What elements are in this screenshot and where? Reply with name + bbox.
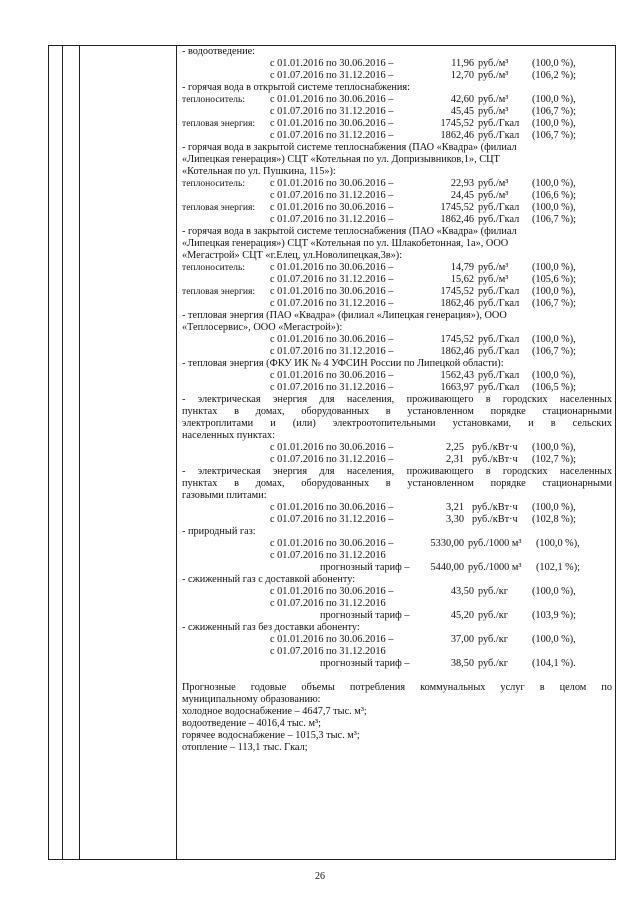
consumer-category-label: теплоноситель: (182, 178, 246, 189)
period-label: с 01.01.2016 по 30.06.2016 – (270, 502, 394, 513)
tariff-row (182, 70, 612, 82)
tariff-row (182, 94, 612, 106)
tariff-value: 2,25 (445, 442, 464, 453)
tariff-value: 42,60 (450, 94, 474, 105)
consumer-category-label: теплоноситель: (182, 94, 246, 105)
tariff-unit: руб./Гкал (478, 334, 520, 345)
text-line: «Теплосервис», ООО «Мегастрой»): (182, 322, 343, 333)
tariff-value: 1862,46 (440, 298, 474, 309)
text-line: - природный газ: (182, 526, 256, 537)
tariff-unit: руб./м³ (478, 70, 509, 81)
text-line: водоотведение – 4016,4 тыс. м³; (182, 718, 321, 729)
growth-percent: (100,0 %), (532, 334, 576, 345)
period-label: с 01.07.2016 по 31.12.2016 (270, 598, 386, 609)
text-line: горячее водоснабжение – 1015,3 тыс. м³; (182, 730, 360, 741)
period-label: с 01.01.2016 по 30.06.2016 – (270, 538, 394, 549)
forecast-label: прогнозный тариф – (320, 562, 410, 573)
tariff-unit: руб./кВт·ч (472, 502, 518, 513)
tariff-unit: руб./Гкал (478, 298, 520, 309)
forecast-label: прогнозный тариф – (320, 658, 410, 669)
text-line: - горячая вода в открытой системе теплоснабжения: (182, 82, 411, 93)
period-label: с 01.01.2016 по 30.06.2016 – (270, 370, 394, 381)
growth-percent: (100,0 %), (532, 442, 576, 453)
tariff-value: 1862,46 (440, 214, 474, 225)
tariff-value: 14,79 (450, 262, 474, 273)
tariff-value: 15,62 (450, 274, 474, 285)
tariff-unit: руб./м³ (478, 262, 509, 273)
tariff-value: 1745,52 (440, 334, 474, 345)
growth-percent: (100,0 %), (532, 586, 576, 597)
period-label: с 01.07.2016 по 31.12.2016 – (270, 214, 394, 225)
tariff-row (182, 190, 612, 202)
consumer-category-label: тепловая энергия: (182, 286, 256, 297)
tariff-row (182, 598, 612, 610)
text-line: «Котельная по ул. Пушкина, 115»): (182, 166, 336, 177)
tariff-unit: руб./м³ (478, 178, 509, 189)
growth-percent: (102,8 %); (532, 514, 577, 525)
growth-percent: (106,5 %); (532, 382, 577, 393)
text-line: Прогнозные годовые объемы потребления коммунальных услуг в целом по (182, 682, 612, 693)
tariff-row (182, 442, 612, 454)
growth-percent: (105,6 %); (532, 274, 577, 285)
tariff-value: 45,20 (450, 610, 474, 621)
tariff-value: 38,50 (450, 658, 474, 669)
period-label: с 01.01.2016 по 30.06.2016 – (270, 586, 394, 597)
text-line: - тепловая энергия (ФКУ ИК № 4 УФСИН России по Липецкой области): (182, 358, 504, 369)
tariff-value: 3,30 (445, 514, 464, 525)
period-label: с 01.01.2016 по 30.06.2016 – (270, 634, 394, 645)
tariff-row (182, 178, 612, 190)
tariff-value: 1745,52 (440, 118, 474, 129)
tariff-unit: руб./1000 м³ (468, 562, 522, 573)
tariff-row (182, 502, 612, 514)
tariff-row (182, 106, 612, 118)
growth-percent: (103,9 %); (532, 610, 577, 621)
tariff-unit: руб./м³ (478, 58, 509, 69)
consumer-category-label: тепловая энергия: (182, 202, 256, 213)
period-label: с 01.07.2016 по 31.12.2016 – (270, 298, 394, 309)
page-number: 26 (315, 871, 325, 882)
period-label: с 01.07.2016 по 31.12.2016 – (270, 106, 394, 117)
period-label: с 01.01.2016 по 30.06.2016 – (270, 202, 394, 213)
text-line: - электрическая энергия для населения, проживающего в городских населенных (182, 466, 612, 477)
tariff-value: 1562,43 (440, 370, 474, 381)
tariff-unit: руб./кВт·ч (472, 442, 518, 453)
period-label: с 01.01.2016 по 30.06.2016 – (270, 58, 394, 69)
period-label: с 01.07.2016 по 31.12.2016 – (270, 514, 394, 525)
growth-percent: (102,7 %); (532, 454, 577, 465)
table-column-divider-3 (176, 46, 177, 859)
tariff-value: 1862,46 (440, 346, 474, 357)
tariff-value: 11,96 (451, 58, 474, 69)
tariff-row (182, 274, 612, 286)
text-line: газовыми плитами: (182, 490, 267, 501)
growth-percent: (106,6 %); (532, 190, 577, 201)
tariff-unit: руб./Гкал (478, 130, 520, 141)
tariff-row (182, 58, 612, 70)
period-label: с 01.07.2016 по 31.12.2016 (270, 550, 386, 561)
period-label: с 01.01.2016 по 30.06.2016 – (270, 118, 394, 129)
growth-percent: (100,0 %), (532, 178, 576, 189)
growth-percent: (100,0 %), (536, 538, 580, 549)
text-line: - водоотведение: (182, 46, 256, 57)
tariff-unit: руб./кВт·ч (472, 454, 518, 465)
text-line: электроплитами и (или) электроотопительными установками, и в сельских (182, 418, 612, 429)
growth-percent: (100,0 %), (532, 502, 576, 513)
tariff-unit: руб./Гкал (478, 202, 520, 213)
text-line: пунктах в домах, оборудованных в установленном порядке стационарными (182, 478, 612, 489)
table-column-divider-2 (79, 46, 80, 859)
period-label: с 01.07.2016 по 31.12.2016 – (270, 190, 394, 201)
growth-percent: (106,7 %); (532, 298, 577, 309)
growth-percent: (100,0 %), (532, 118, 576, 129)
text-line: муниципальному образованию: (182, 694, 321, 705)
tariff-row (182, 346, 612, 358)
tariff-text-column (182, 46, 612, 754)
period-label: с 01.01.2016 по 30.06.2016 – (270, 442, 394, 453)
tariff-unit: руб./м³ (478, 274, 509, 285)
tariff-value: 1745,52 (440, 202, 474, 213)
tariff-row (182, 610, 612, 622)
tariff-row (182, 646, 612, 658)
period-label: с 01.01.2016 по 30.06.2016 – (270, 178, 394, 189)
growth-percent: (100,0 %), (532, 58, 576, 69)
tariff-row (182, 454, 612, 466)
text-line: пунктах в домах, оборудованных в установленном порядке стационарными (182, 406, 612, 417)
text-line: отопление – 113,1 тыс. Гкал; (182, 742, 308, 753)
tariff-row (182, 130, 612, 142)
consumer-category-label: теплоноситель: (182, 262, 246, 273)
text-line: - электрическая энергия для населения, проживающего в городских населенных (182, 394, 612, 405)
period-label: с 01.07.2016 по 31.12.2016 – (270, 382, 394, 393)
tariff-value: 43,50 (450, 586, 474, 597)
growth-percent: (100,0 %), (532, 262, 576, 273)
blank-line (182, 670, 612, 682)
tariff-value: 12,70 (450, 70, 474, 81)
tariff-value: 1862,46 (440, 130, 474, 141)
tariff-row (182, 514, 612, 526)
tariff-value: 22,93 (450, 178, 474, 189)
text-line: холодное водоснабжение – 4647,7 тыс. м³; (182, 706, 367, 717)
tariff-value: 2,31 (445, 454, 464, 465)
growth-percent: (106,7 %); (532, 346, 577, 357)
text-line: - горячая вода в закрытой системе теплоснабжения (ПАО «Квадра» (филиал (182, 142, 517, 153)
period-label: с 01.07.2016 по 31.12.2016 – (270, 274, 394, 285)
tariff-value: 3,21 (445, 502, 464, 513)
text-line: - сжиженный газ без доставки абоненту: (182, 622, 360, 633)
period-label: с 01.07.2016 по 31.12.2016 – (270, 454, 394, 465)
forecast-label: прогнозный тариф – (320, 610, 410, 621)
period-label: с 01.07.2016 по 31.12.2016 (270, 646, 386, 657)
tariff-value: 1745,52 (440, 286, 474, 297)
period-label: с 01.07.2016 по 31.12.2016 – (270, 70, 394, 81)
tariff-row (182, 202, 612, 214)
growth-percent: (100,0 %), (532, 370, 576, 381)
growth-percent: (106,7 %); (532, 106, 577, 117)
tariff-row (182, 634, 612, 646)
tariff-row (182, 382, 612, 394)
tariff-unit: руб./м³ (478, 190, 509, 201)
text-line: «Липецкая генерация») СЦТ «Котельная по ул. Шлакобетонная, 1а», ООО (182, 238, 509, 249)
growth-percent: (100,0 %), (532, 286, 576, 297)
text-line: - сжиженный газ с доставкой абоненту: (182, 574, 356, 585)
tariff-unit: руб./м³ (478, 106, 509, 117)
tariff-value: 37,00 (450, 634, 474, 645)
tariff-value: 24,45 (450, 190, 474, 201)
tariff-row (182, 214, 612, 226)
tariff-row (182, 286, 612, 298)
text-line: «Мегастрой» СЦТ «г.Елец, ул.Новолипецкая,3в»): (182, 250, 403, 261)
consumer-category-label: тепловая энергия: (182, 118, 256, 129)
growth-percent: (106,7 %); (532, 214, 577, 225)
tariff-unit: руб./1000 м³ (468, 538, 522, 549)
tariff-unit: руб./Гкал (478, 370, 520, 381)
tariff-unit: руб./Гкал (478, 286, 520, 297)
period-label: с 01.01.2016 по 30.06.2016 – (270, 262, 394, 273)
tariff-row (182, 562, 612, 574)
growth-percent: (100,0 %), (532, 634, 576, 645)
tariff-row (182, 334, 612, 346)
tariff-row (182, 370, 612, 382)
growth-percent: (106,2 %); (532, 70, 577, 81)
tariff-row (182, 118, 612, 130)
tariff-unit: руб./кг (478, 610, 508, 621)
period-label: с 01.07.2016 по 31.12.2016 – (270, 130, 394, 141)
tariff-row (182, 658, 612, 670)
tariff-unit: руб./Гкал (478, 118, 520, 129)
text-line: «Липецкая генерация») СЦТ «Котельная по ул. Допризывников,1», СЦТ (182, 154, 500, 165)
tariff-unit: руб./Гкал (478, 346, 520, 357)
tariff-unit: руб./Гкал (478, 214, 520, 225)
text-line: - горячая вода в закрытой системе теплоснабжения (ПАО «Квадра» (филиал (182, 226, 517, 237)
tariff-unit: руб./Гкал (478, 382, 520, 393)
tariff-value: 1663,97 (440, 382, 474, 393)
tariff-row (182, 262, 612, 274)
tariff-value: 5440,00 (430, 562, 464, 573)
tariff-unit: руб./кВт·ч (472, 514, 518, 525)
tariff-row (182, 538, 612, 550)
text-line: населенных пунктах: (182, 430, 275, 441)
growth-percent: (100,0 %), (532, 202, 576, 213)
text-line: - тепловая энергия (ПАО «Квадра» (филиал «Липецкая генерация»), ООО (182, 310, 507, 321)
tariff-value: 45,45 (450, 106, 474, 117)
table-column-divider-1 (62, 46, 63, 859)
growth-percent: (102,1 %); (536, 562, 581, 573)
tariff-value: 5330,00 (430, 538, 464, 549)
tariff-unit: руб./кг (478, 586, 508, 597)
period-label: с 01.01.2016 по 30.06.2016 – (270, 286, 394, 297)
tariff-row (182, 298, 612, 310)
period-label: с 01.01.2016 по 30.06.2016 – (270, 334, 394, 345)
tariff-unit: руб./м³ (478, 94, 509, 105)
period-label: с 01.01.2016 по 30.06.2016 – (270, 94, 394, 105)
growth-percent: (104,1 %). (532, 658, 576, 669)
tariff-unit: руб./кг (478, 634, 508, 645)
growth-percent: (106,7 %); (532, 130, 577, 141)
growth-percent: (100,0 %), (532, 94, 576, 105)
tariff-row (182, 550, 612, 562)
tariff-row (182, 586, 612, 598)
period-label: с 01.07.2016 по 31.12.2016 – (270, 346, 394, 357)
tariff-unit: руб./кг (478, 658, 508, 669)
